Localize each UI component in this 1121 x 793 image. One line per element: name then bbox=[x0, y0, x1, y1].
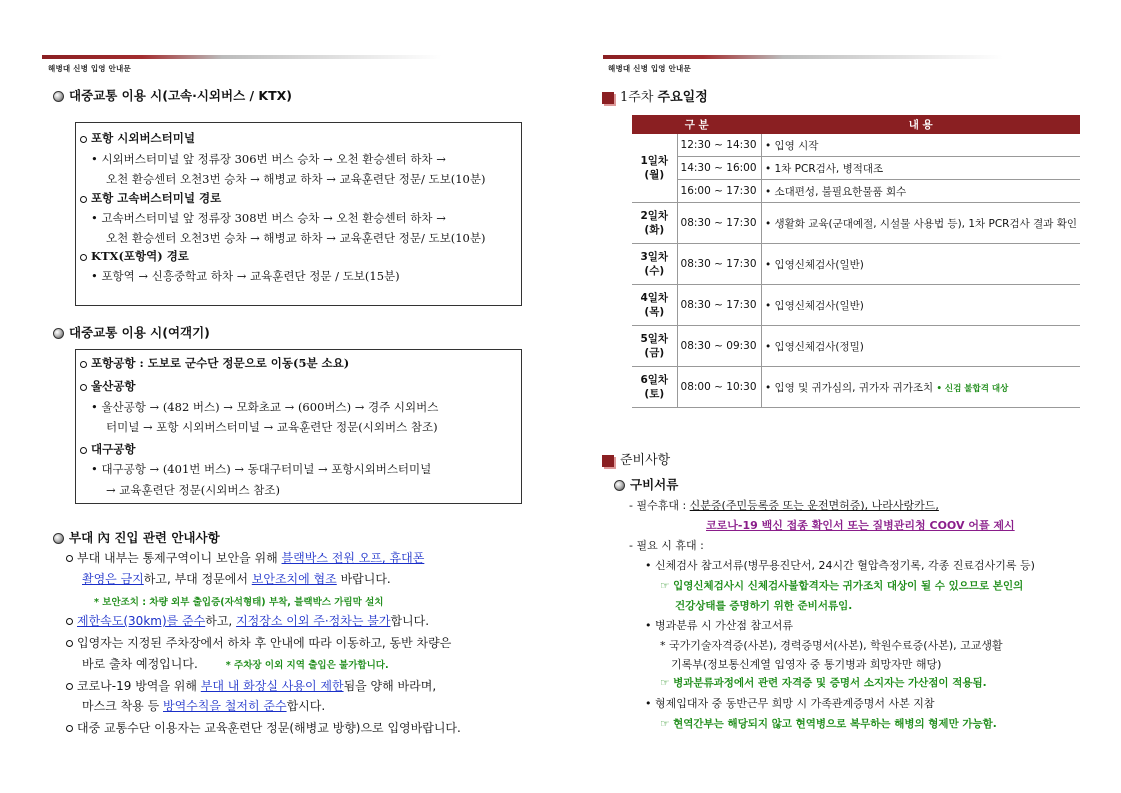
day-cell: 6일차 (토) bbox=[632, 367, 677, 408]
notice-item-cont: 촬영은 금지하고, 부대 정문에서 보안조치에 협조 바랍니다. bbox=[82, 572, 391, 586]
running-header: 해병대 신병 입영 안내문 bbox=[48, 64, 131, 73]
table-row bbox=[632, 157, 1080, 180]
optional-note: ☞ 병과분류과정에서 관련 자격증 및 증명서 소지자는 가산점이 적용됨. bbox=[660, 677, 987, 689]
day-cell: 3일차 (수) bbox=[632, 244, 677, 285]
time-cell: 08:30 ~ 17:30 bbox=[677, 244, 761, 285]
content-cell bbox=[761, 244, 1080, 285]
section-entry-notice: 부대 內 진입 관련 안내사항 bbox=[53, 528, 220, 546]
table-header-category: 구 분 bbox=[632, 115, 761, 134]
route-line: • 울산공항 → (482 버스) → 모화초교 → (600버스) → 경주 시외버스 bbox=[91, 400, 439, 414]
time-cell: 08:30 ~ 09:30 bbox=[677, 326, 761, 367]
content-cell bbox=[761, 326, 1080, 367]
notice-item: 코로나-19 방역을 위해 부대 내 화장실 사용이 제한됨을 양해 바라며, bbox=[66, 677, 436, 694]
running-header: 해병대 신병 입영 안내문 bbox=[608, 64, 691, 73]
notice-note: * 보안조치 : 차량 외부 출입증(자석형태) 부착, 블랙박스 가림막 설치 bbox=[94, 597, 384, 608]
section-bus-ktx: 대중교통 이용 시(고속·시외버스 / KTX) bbox=[53, 86, 292, 104]
notice-item-cont: 마스크 착용 등 방역수칙을 철저히 준수합시다. bbox=[82, 699, 326, 713]
right-page bbox=[561, 0, 1121, 793]
route-heading: 포항 고속버스터미널 경로 bbox=[80, 190, 221, 206]
square-bullet-icon bbox=[602, 455, 614, 467]
optional-note: 건강상태를 증명하기 위한 준비서류임. bbox=[675, 600, 853, 612]
table-row bbox=[632, 134, 1080, 157]
route-heading: 포항공항 : 도보로 군수단 정문으로 이동(5분 소요) bbox=[80, 355, 349, 371]
notice-item: 입영자는 지정된 주차장에서 하차 후 안내에 따라 이동하고, 동반 차량은 bbox=[66, 634, 451, 651]
table-row bbox=[632, 203, 1080, 244]
optional-note: ☞ 현역간부는 해당되지 않고 현역병으로 복무하는 해병의 형제만 가능함. bbox=[660, 718, 997, 730]
content-text: • 입영신체검사(일반) bbox=[764, 299, 864, 312]
route-line: • 시외버스터미널 앞 정류장 306번 버스 승차 → 오천 환승센터 하차 → bbox=[91, 152, 446, 166]
schedule-table bbox=[632, 115, 1080, 408]
content-text: • 입영 시작 bbox=[764, 139, 819, 152]
time-cell: 08:30 ~ 17:30 bbox=[677, 203, 761, 244]
notice-item-cont: 바로 출차 예정입니다. * 주차장 이외 지역 출입은 불가합니다. bbox=[82, 657, 389, 671]
optional-note: ☞ 입영신체검사시 신체검사불합격자는 귀가조치 대상이 될 수 있으므로 본인의 bbox=[660, 580, 1024, 592]
section-airplane: 대중교통 이용 시(여객기) bbox=[53, 323, 210, 341]
required-items-cont: 코로나-19 백신 접종 확인서 또는 질병관리청 COOV 어플 제시 bbox=[706, 519, 1015, 532]
content-text: • 입영 및 귀가심의, 귀가자 귀가조치 bbox=[764, 381, 937, 394]
day-cell: 2일차 (화) bbox=[632, 203, 677, 244]
optional-sub: 기록부(정보통신계열 입영자 중 통기병과 희망자만 해당) bbox=[671, 658, 942, 671]
required-items: - 필수휴대 : 신분증(주민등록증 또는 운전면허증), 나라사랑카드, bbox=[629, 499, 939, 512]
optional-item: • 병과분류 시 가산점 참고서류 bbox=[645, 619, 793, 632]
content-text: • 입영신체검사(정밀) bbox=[764, 340, 864, 353]
content-note: • 신검 불합격 대상 bbox=[936, 383, 1009, 394]
route-heading: 울산공항 bbox=[80, 378, 135, 394]
header-rule bbox=[603, 55, 1003, 59]
bullet-icon bbox=[53, 91, 64, 102]
bullet-icon bbox=[53, 328, 64, 339]
time-cell: 08:00 ~ 10:30 bbox=[677, 367, 761, 408]
route-heading: KTX(포항역) 경로 bbox=[80, 248, 189, 264]
route-line: 오천 환승센터 오천3번 승차 → 해병교 하차 → 교육훈련단 정문/ 도보(10분) bbox=[106, 172, 486, 186]
route-line: 오천 환승센터 오천3번 승차 → 해병교 하차 → 교육훈련단 정문/ 도보(10분) bbox=[106, 231, 486, 245]
route-heading: 대구공항 bbox=[80, 441, 135, 457]
notice-item: 대중 교통수단 이용자는 교육훈련단 정문(해병교 방향)으로 입영바랍니다. bbox=[66, 719, 461, 736]
content-cell bbox=[761, 157, 1080, 180]
content-cell bbox=[761, 180, 1080, 203]
docs-title: 구비서류 bbox=[614, 475, 678, 493]
content-cell bbox=[761, 367, 1080, 408]
content-cell bbox=[761, 203, 1080, 244]
content-text: • 입영신체검사(일반) bbox=[764, 258, 864, 271]
content-text: • 생활화 교육(군대예절, 시설물 사용법 등), 1차 PCR검사 결과 확인 bbox=[764, 217, 1077, 230]
notice-item: 제한속도(30km)를 준수하고, 지정장소 이외 주·정차는 불가합니다. bbox=[66, 612, 429, 629]
route-line: → 교육훈련단 정문(시외버스 참조) bbox=[106, 483, 280, 497]
notice-item: 부대 내부는 통제구역이니 보안을 위해 블랙박스 전원 오프, 휴대폰 bbox=[66, 549, 424, 566]
time-cell: 14:30 ~ 16:00 bbox=[677, 157, 761, 180]
table-header-content: 내 용 bbox=[761, 115, 1080, 134]
optional-items: - 필요 시 휴대 : bbox=[629, 539, 704, 552]
table-row bbox=[632, 180, 1080, 203]
optional-item: • 신체검사 참고서류(병무용진단서, 24시간 혈압측정기록, 각종 진료검사기록 등) bbox=[645, 559, 1035, 572]
left-page bbox=[0, 0, 560, 793]
route-line: 터미널 → 포항 시외버스터미널 → 교육훈련단 정문(시외버스 참조) bbox=[106, 420, 438, 434]
route-line: • 고속버스터미널 앞 정류장 308번 버스 승차 → 오천 환승센터 하차 → bbox=[91, 211, 446, 225]
route-heading: 포항 시외버스터미널 bbox=[80, 130, 195, 146]
time-cell: 16:00 ~ 17:30 bbox=[677, 180, 761, 203]
route-line: • 대구공항 → (401번 버스) → 동대구터미널 → 포항시외버스터미널 bbox=[91, 462, 432, 476]
day-cell: 4일차 (목) bbox=[632, 285, 677, 326]
day-cell: 1일차 (월) bbox=[632, 134, 677, 203]
table-row bbox=[632, 367, 1080, 408]
time-cell: 12:30 ~ 14:30 bbox=[677, 134, 761, 157]
schedule-title: 1주차 주요일정 bbox=[602, 86, 708, 105]
optional-item: • 형제입대자 중 동반근무 희망 시 가족관계증명서 사본 지참 bbox=[645, 697, 935, 710]
table-row bbox=[632, 244, 1080, 285]
content-text: • 소대편성, 불필요한물품 회수 bbox=[764, 185, 907, 198]
header-rule bbox=[42, 55, 442, 59]
table-row bbox=[632, 326, 1080, 367]
time-cell: 08:30 ~ 17:30 bbox=[677, 285, 761, 326]
content-cell bbox=[761, 285, 1080, 326]
day-cell: 5일차 (금) bbox=[632, 326, 677, 367]
square-bullet-icon bbox=[602, 92, 614, 104]
bullet-icon bbox=[614, 480, 625, 491]
table-row bbox=[632, 285, 1080, 326]
content-cell bbox=[761, 134, 1080, 157]
route-line: • 포항역 → 신흥중학교 하차 → 교육훈련단 정문 / 도보(15분) bbox=[91, 269, 400, 283]
prep-title: 준비사항 bbox=[602, 449, 670, 468]
optional-sub: * 국가기술자격증(사본), 경력증명서(사본), 학원수료증(사본), 고교생활 bbox=[660, 639, 1003, 652]
content-text: • 1차 PCR검사, 병적대조 bbox=[764, 162, 884, 175]
bullet-icon bbox=[53, 533, 64, 544]
